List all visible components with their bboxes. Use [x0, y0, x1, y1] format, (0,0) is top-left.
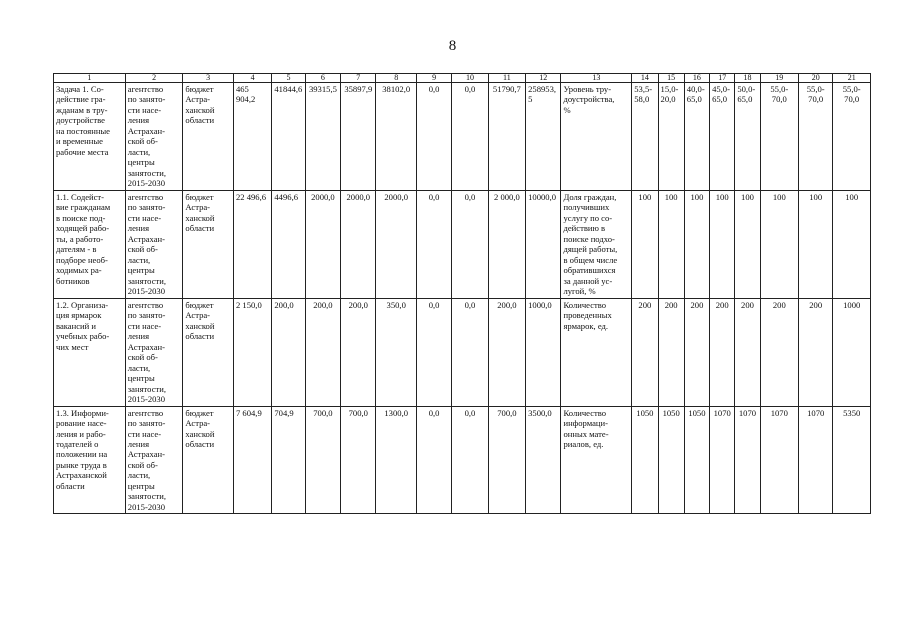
column-number: 11 — [488, 74, 525, 83]
funding-value: 10000,0 — [526, 190, 561, 298]
column-number: 5 — [272, 74, 305, 83]
column-number: 13 — [561, 74, 632, 83]
column-number: 15 — [658, 74, 684, 83]
funding-value: 0,0 — [452, 83, 488, 191]
funding-value: 7 604,9 — [233, 406, 271, 514]
target-value: 1070 — [799, 406, 833, 514]
column-number: 16 — [684, 74, 709, 83]
target-value: 5350 — [833, 406, 871, 514]
column-number: 4 — [233, 74, 271, 83]
table-row — [54, 83, 871, 191]
funding-value: 0,0 — [452, 406, 488, 514]
funding-value: 2 150,0 — [233, 298, 271, 406]
target-value: 55,0- 70,0 — [760, 83, 798, 191]
column-number: 3 — [183, 74, 234, 83]
indicator-cell: Количество информаци- онных мате- риалов, ед. — [561, 406, 632, 514]
funding-value: 465 904,2 — [233, 83, 271, 191]
funding-value: 3500,0 — [526, 406, 561, 514]
funding-value: 0,0 — [416, 190, 451, 298]
target-value: 1050 — [658, 406, 684, 514]
funding-source-cell: бюджет Астра- ханской области — [183, 190, 234, 298]
funding-value: 200,0 — [488, 298, 525, 406]
executor-cell: агентство по занято- сти насе- ления Астрахан- ской об- ласти, центры занятости, 2015-2030 — [125, 298, 183, 406]
target-value: 1070 — [735, 406, 760, 514]
funding-value: 700,0 — [305, 406, 340, 514]
funding-source-cell: бюджет Астра- ханской области — [183, 406, 234, 514]
column-number: 2 — [125, 74, 183, 83]
target-value: 55,0- 70,0 — [833, 83, 871, 191]
measure-name: 1.3. Информи- рование насе- ления и рабо- тодателей о положении на рынке труда в Астраханской области — [54, 406, 126, 514]
table-row — [54, 190, 871, 298]
target-value: 100 — [632, 190, 658, 298]
funding-value: 200,0 — [272, 298, 305, 406]
funding-value: 2000,0 — [305, 190, 340, 298]
funding-value: 1000,0 — [526, 298, 561, 406]
target-value: 200 — [735, 298, 760, 406]
column-number: 18 — [735, 74, 760, 83]
funding-value: 0,0 — [452, 298, 488, 406]
measure-name: 1.2. Организа- ция ярмарок вакансий и учебных рабо- чих мест — [54, 298, 126, 406]
column-number: 12 — [526, 74, 561, 83]
funding-value: 0,0 — [452, 190, 488, 298]
executor-cell: агентство по занято- сти насе- ления Астрахан- ской об- ласти, центры занятости, 2015-2030 — [125, 190, 183, 298]
funding-value: 200,0 — [305, 298, 340, 406]
funding-value: 200,0 — [341, 298, 376, 406]
target-value: 1050 — [684, 406, 709, 514]
target-value: 1000 — [833, 298, 871, 406]
funding-value: 0,0 — [416, 298, 451, 406]
funding-value: 700,0 — [341, 406, 376, 514]
measure-name: Задача 1. Со- действие гра- жданам в тру- доустройстве на постоянные и временные рабочие места — [54, 83, 126, 191]
funding-value: 4496,6 — [272, 190, 305, 298]
funding-value: 51790,7 — [488, 83, 525, 191]
target-value: 100 — [735, 190, 760, 298]
table-row — [54, 298, 871, 406]
target-value: 200 — [760, 298, 798, 406]
target-value: 200 — [799, 298, 833, 406]
target-value: 100 — [710, 190, 735, 298]
target-value: 1070 — [710, 406, 735, 514]
target-value: 50,0- 65,0 — [735, 83, 760, 191]
funding-value: 0,0 — [416, 406, 451, 514]
target-value: 100 — [760, 190, 798, 298]
indicator-cell: Уровень тру- доустройства, % — [561, 83, 632, 191]
target-value: 100 — [658, 190, 684, 298]
column-number: 10 — [452, 74, 488, 83]
column-number-row — [54, 74, 871, 83]
funding-value: 2000,0 — [376, 190, 416, 298]
column-number: 17 — [710, 74, 735, 83]
page-number: 8 — [448, 38, 457, 54]
target-value: 53,5- 58,0 — [632, 83, 658, 191]
column-number: 6 — [305, 74, 340, 83]
target-value: 15,0- 20,0 — [658, 83, 684, 191]
funding-source-cell: бюджет Астра- ханской области — [183, 298, 234, 406]
funding-value: 1300,0 — [376, 406, 416, 514]
measure-name: 1.1. Содейст- вие гражданам в поиске под- ходящей рабо- ты, а работо- дателям - в подборе необ- ходимых ра- ботников — [54, 190, 126, 298]
target-value: 100 — [799, 190, 833, 298]
target-value: 200 — [658, 298, 684, 406]
column-number: 14 — [632, 74, 658, 83]
target-value: 100 — [684, 190, 709, 298]
funding-value: 2 000,0 — [488, 190, 525, 298]
target-value: 55,0- 70,0 — [799, 83, 833, 191]
funding-value: 258953,5 — [526, 83, 561, 191]
funding-source-cell: бюджет Астра- ханской области — [183, 83, 234, 191]
target-value: 200 — [710, 298, 735, 406]
executor-cell: агентство по занято- сти насе- ления Астрахан- ской об- ласти, центры занятости, 2015-2030 — [125, 83, 183, 191]
funding-value: 704,9 — [272, 406, 305, 514]
indicator-cell: Количество проведенных ярмарок, ед. — [561, 298, 632, 406]
funding-value: 0,0 — [416, 83, 451, 191]
target-value: 100 — [833, 190, 871, 298]
target-value: 200 — [632, 298, 658, 406]
target-value: 45,0- 65,0 — [710, 83, 735, 191]
funding-value: 35897,9 — [341, 83, 376, 191]
column-number: 9 — [416, 74, 451, 83]
executor-cell: агентство по занято- сти насе- ления Астрахан- ской об- ласти, центры занятости, 2015-2030 — [125, 406, 183, 514]
target-value: 200 — [684, 298, 709, 406]
table-row — [54, 406, 871, 514]
funding-value: 41844,6 — [272, 83, 305, 191]
column-number: 7 — [341, 74, 376, 83]
column-number: 1 — [54, 74, 126, 83]
column-number: 20 — [799, 74, 833, 83]
column-number: 8 — [376, 74, 416, 83]
funding-value: 39315,5 — [305, 83, 340, 191]
funding-value: 22 496,6 — [233, 190, 271, 298]
funding-value: 700,0 — [488, 406, 525, 514]
column-number: 21 — [833, 74, 871, 83]
indicator-cell: Доля граждан, получивших услугу по со- действию в поиске подхо- дящей работы, в общем числе обратившихся за данной ус- лугой, % — [561, 190, 632, 298]
funding-value: 350,0 — [376, 298, 416, 406]
funding-value: 38102,0 — [376, 83, 416, 191]
funding-value: 2000,0 — [341, 190, 376, 298]
column-number: 19 — [760, 74, 798, 83]
target-value: 1050 — [632, 406, 658, 514]
program-table — [53, 73, 871, 514]
target-value: 1070 — [760, 406, 798, 514]
target-value: 40,0- 65,0 — [684, 83, 709, 191]
